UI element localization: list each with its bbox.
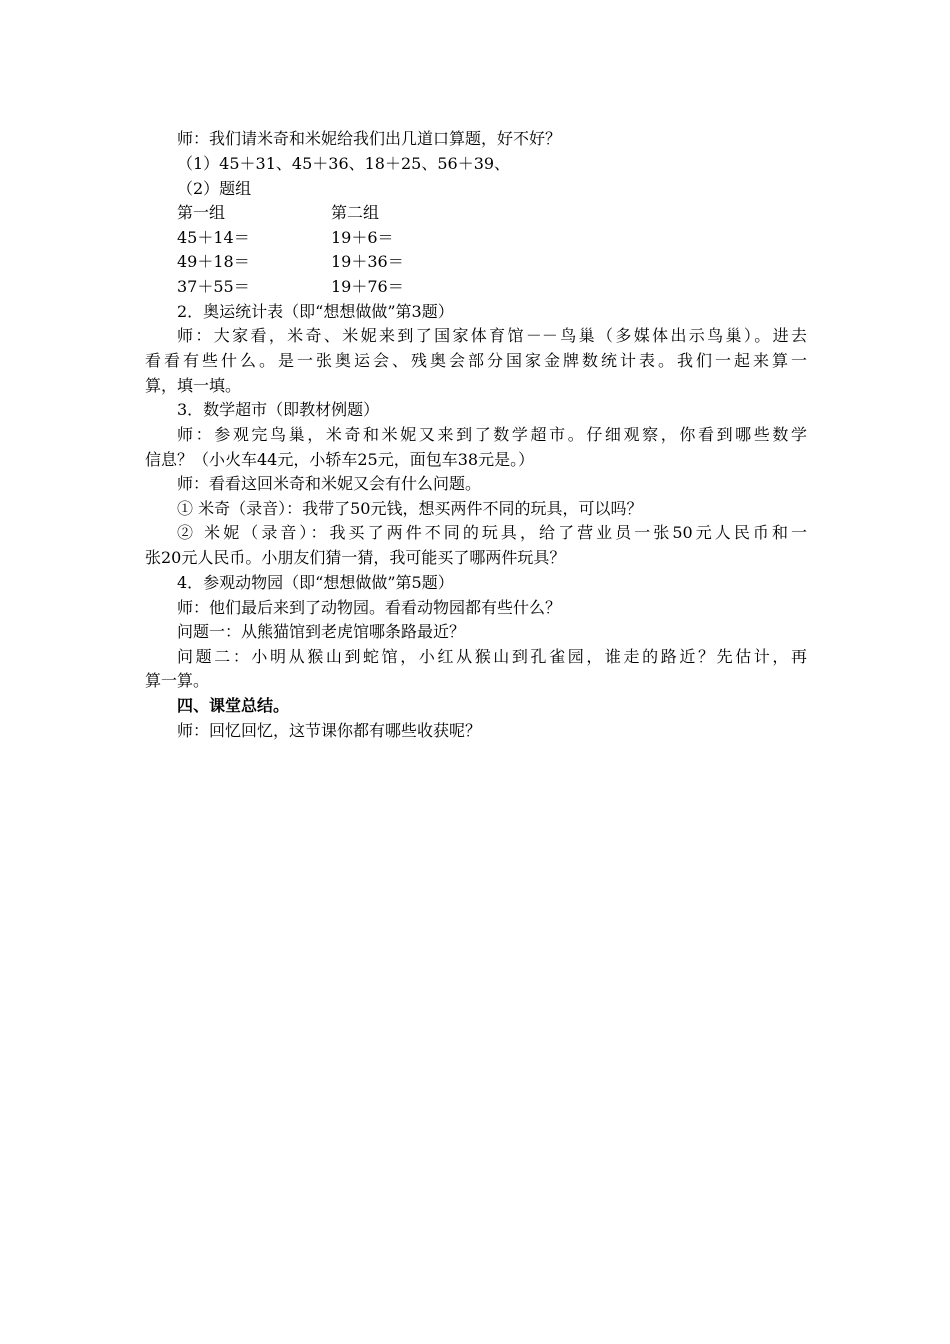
group-1-item-1: 45＋14＝ [177, 228, 250, 247]
paragraph-line: 师：参观完鸟巢，米奇和米妮又来到了数学超市。仔细观察，你看到哪些数学 [177, 425, 807, 444]
paragraph-line: 师：看看这回米奇和米妮又会有什么问题。 [177, 474, 482, 493]
exercise-2-title: （2）题组 [177, 179, 252, 198]
paragraph-line: 张20元人民币。小朋友们猜一猜，我可能买了哪两件玩具？ [145, 548, 566, 567]
section-summary-heading: 四、课堂总结。 [177, 696, 290, 715]
paragraph-line: 信息？（小火车44元，小轿车25元，面包车38元是。） [145, 450, 535, 469]
group-2-item-3: 19＋76＝ [331, 277, 404, 296]
teacher-line-summary: 师：回忆回忆，这节课你都有哪些收获呢？ [177, 721, 482, 740]
paragraph-line: 师：大家看，米奇、米妮来到了国家体育馆－－鸟巢（多媒体出示鸟巢）。进去 [177, 326, 807, 345]
paragraph-line: ① 米奇（录音）：我带了50元钱，想买两件不同的玩具，可以吗？ [177, 499, 643, 518]
exercise-1-sums: （1）45＋31、45＋36、18＋25、56＋39、 [177, 154, 511, 173]
question-1: 问题一：从熊猫馆到老虎馆哪条路最近？ [177, 622, 466, 641]
group-1-item-3: 37＋55＝ [177, 277, 250, 296]
group-1-heading: 第一组 [177, 203, 226, 222]
section-4-heading: 4．参观动物园（即“想想做做”第5题） [177, 573, 454, 592]
paragraph-line: 算一算。 [145, 671, 210, 690]
paragraph-line: 看看有些什么。是一张奥运会、残奥会部分国家金牌数统计表。我们一起来算一 [145, 351, 807, 370]
teacher-line-oral-questions: 师：我们请米奇和米妮给我们出几道口算题，好不好？ [177, 129, 562, 148]
paragraph-line: ② 米妮（录音）：我买了两件不同的玩具，给了营业员一张50元人民币和一 [177, 523, 807, 542]
section-2-heading: 2．奥运统计表（即“想想做做”第3题） [177, 302, 454, 321]
group-2-item-1: 19＋6＝ [331, 228, 394, 247]
paragraph-line: 算，填一填。 [145, 376, 242, 395]
group-2-heading: 第二组 [331, 203, 380, 222]
section-3-heading: 3．数学超市（即教材例题） [177, 400, 380, 419]
group-1-item-2: 49＋18＝ [177, 252, 250, 271]
group-2-item-2: 19＋36＝ [331, 252, 404, 271]
paragraph-line: 师：他们最后来到了动物园。看看动物园都有些什么？ [177, 598, 562, 617]
question-2: 问题二：小明从猴山到蛇馆，小红从猴山到孔雀园，谁走的路近？先估计，再 [177, 647, 807, 666]
